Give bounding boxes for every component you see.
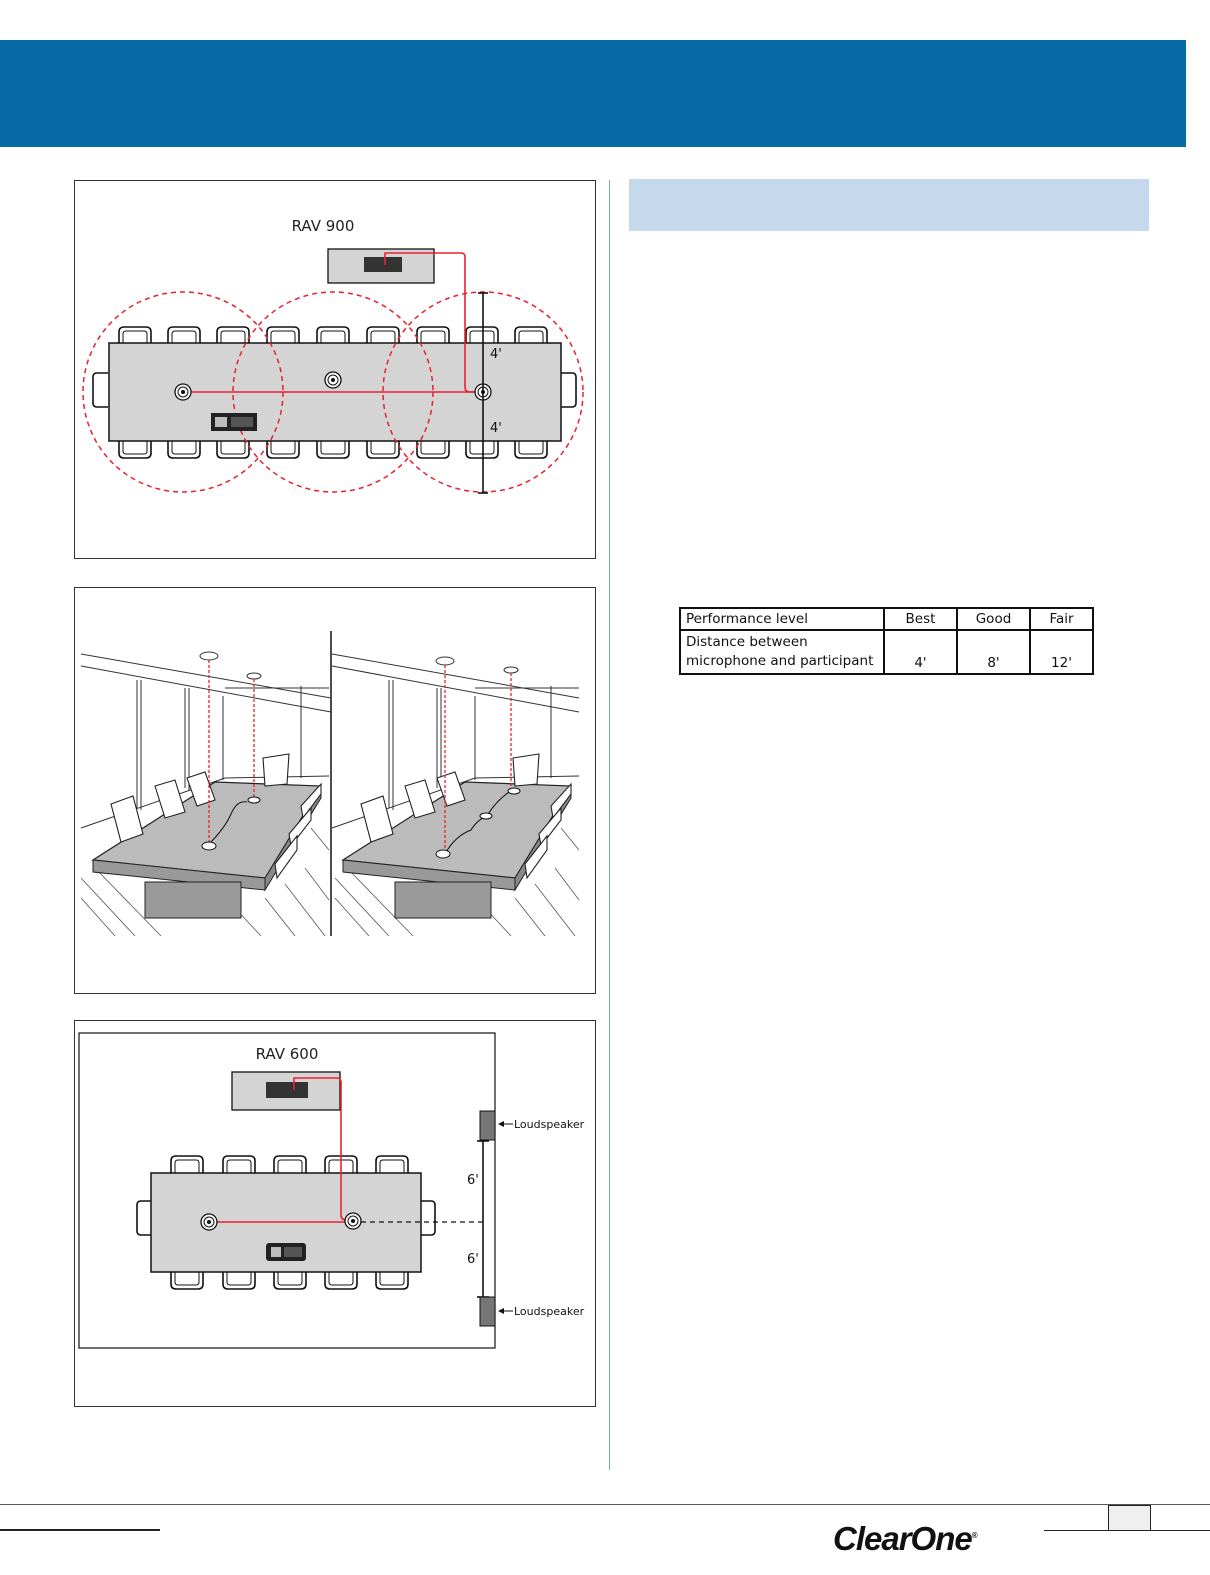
dimension-top-label: 4' bbox=[490, 347, 502, 362]
logo-text: ClearOne bbox=[833, 1520, 972, 1557]
loudspeaker-top bbox=[480, 1111, 495, 1140]
table-mic-right-2 bbox=[480, 813, 492, 819]
mic-center bbox=[325, 372, 341, 388]
table-mic-right-3 bbox=[508, 788, 520, 794]
tabletop-controller bbox=[211, 413, 257, 431]
chairs-bottom bbox=[171, 1272, 408, 1289]
header-performance-level: Performance level bbox=[680, 608, 884, 630]
table-mic-right-1 bbox=[436, 850, 450, 858]
cell-best: 4' bbox=[884, 630, 957, 674]
footer-rule bbox=[0, 1504, 1210, 1505]
figure-rav600-layout bbox=[74, 1020, 596, 1407]
chair-right-end bbox=[561, 373, 576, 407]
logo-registered-mark: ® bbox=[971, 1531, 977, 1540]
row-label bbox=[680, 630, 884, 674]
table-mic-left-1 bbox=[202, 842, 216, 850]
page-number-box bbox=[1108, 1505, 1151, 1531]
tabletop-controller bbox=[266, 1243, 306, 1261]
dimension-bottom-label: 4' bbox=[490, 421, 502, 436]
row-label-line1: Distance between bbox=[686, 634, 808, 650]
rav900-label: RAV 900 bbox=[291, 217, 355, 235]
cell-good: 8' bbox=[957, 630, 1030, 674]
loudspeaker-bottom bbox=[480, 1297, 495, 1326]
ceiling-mic-right-1 bbox=[436, 657, 454, 665]
table-header-row bbox=[680, 608, 1093, 630]
column-divider bbox=[609, 180, 610, 1470]
mic-left bbox=[201, 1214, 217, 1230]
chair-left-end bbox=[137, 1201, 151, 1235]
performance-table bbox=[679, 607, 1094, 675]
ceiling-mic-left-1 bbox=[200, 652, 218, 660]
section-heading-bar bbox=[629, 179, 1149, 231]
header-good: Good bbox=[957, 608, 1030, 630]
rav900-unit-panel bbox=[364, 257, 402, 272]
rav600-diagram bbox=[75, 1021, 595, 1406]
rav900-diagram bbox=[75, 181, 595, 558]
ceiling-mic-left-2 bbox=[247, 673, 261, 679]
header-band bbox=[0, 40, 1186, 147]
dimension-top-label: 6' bbox=[467, 1173, 479, 1188]
chair-left-end bbox=[93, 373, 108, 407]
perspective-illustration bbox=[75, 588, 595, 993]
figure-rav900-layout bbox=[74, 180, 596, 559]
mic-left bbox=[175, 384, 191, 400]
dimension-bottom-label: 6' bbox=[467, 1252, 479, 1267]
footer-left-rule bbox=[0, 1529, 160, 1531]
chair-right-end bbox=[421, 1201, 435, 1235]
table-mic-left-2 bbox=[248, 797, 260, 803]
figure-room-perspectives bbox=[74, 587, 596, 994]
row-label-line2: microphone and participant bbox=[686, 653, 874, 669]
rav600-label: RAV 600 bbox=[255, 1045, 319, 1063]
header-best: Best bbox=[884, 608, 957, 630]
rav600-unit-panel bbox=[266, 1082, 308, 1098]
header-fair: Fair bbox=[1030, 608, 1093, 630]
loudspeaker-bottom-label: Loudspeaker bbox=[514, 1305, 585, 1318]
loudspeaker-top-label: Loudspeaker bbox=[514, 1118, 585, 1131]
mic-right bbox=[345, 1213, 361, 1229]
clearone-logo bbox=[833, 1520, 977, 1558]
ceiling-mic-right-2 bbox=[504, 667, 518, 673]
table-row bbox=[680, 630, 1093, 674]
chairs-top bbox=[171, 1156, 408, 1173]
cell-fair: 12' bbox=[1030, 630, 1093, 674]
